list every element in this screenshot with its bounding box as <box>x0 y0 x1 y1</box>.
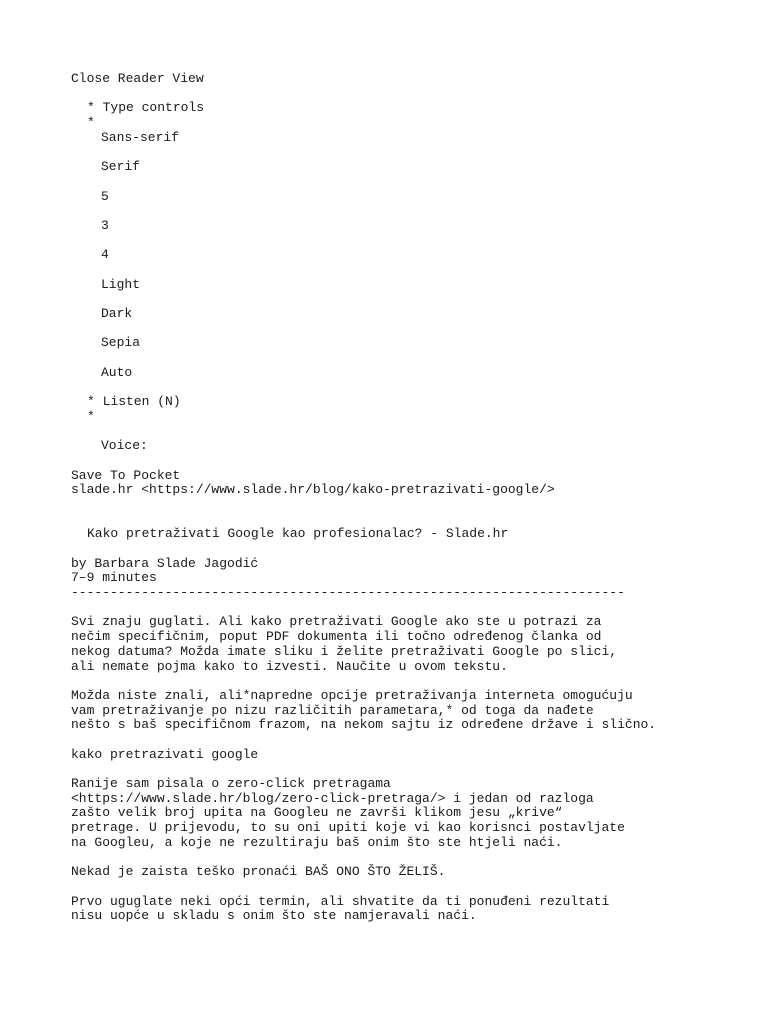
font-size-option[interactable]: 5 <box>101 188 109 204</box>
theme-light-option[interactable]: Light <box>101 276 141 292</box>
spacer <box>71 733 751 748</box>
spacer <box>71 454 751 469</box>
spacer <box>71 425 751 440</box>
paragraph-line: nešto s baš specifičnom frazom, na nekom sajtu iz određene države i slično. <box>71 717 657 733</box>
spacer <box>71 498 751 513</box>
line-height-option[interactable]: 4 <box>101 247 109 263</box>
spacer <box>71 601 751 616</box>
spacer <box>71 175 751 190</box>
type-controls-bullet: * <box>87 115 95 131</box>
article-body <box>71 615 751 923</box>
paragraph-line: Prvo uguglate neki opći termin, ali shvatite da ti ponuđeni rezultati <box>71 893 610 909</box>
paragraph-line: nisu uopće u skladu s onim što ste namjeravali naći. <box>71 908 477 924</box>
voice-label: Voice: <box>101 438 148 454</box>
article-byline: by Barbara Slade Jagodić <box>71 555 259 571</box>
zero-click-link[interactable]: <https://www.slade.hr/blog/zero-click-pretraga/> i jedan od razloga <box>71 790 594 806</box>
spacer <box>71 674 751 689</box>
spacer <box>71 204 751 219</box>
separator-line: ----------------------------------------------------------------------- <box>71 585 625 601</box>
spacer <box>71 322 751 337</box>
spacer <box>71 513 751 528</box>
read-time: 7–9 minutes <box>71 570 157 586</box>
paragraph-line: Ranije sam pisala o zero-click pretragama <box>71 776 391 791</box>
image-alt-text: kako pretrazivati google <box>71 746 259 762</box>
spacer <box>71 542 751 557</box>
spacer <box>71 263 751 278</box>
reader-document <box>71 72 751 924</box>
spacer <box>71 292 751 307</box>
paragraph-line: Svi znaju guglati. Ali kako pretraživati Google ako ste u potrazi za <box>71 614 602 630</box>
spacer <box>71 880 751 895</box>
listen-toggle[interactable]: * Listen (N) <box>87 394 181 410</box>
font-sans-serif-option[interactable]: Sans-serif <box>101 129 180 145</box>
font-serif-option[interactable]: Serif <box>101 159 141 175</box>
spacer <box>71 351 751 366</box>
close-reader-view-link[interactable]: Close Reader View <box>71 71 204 86</box>
save-to-pocket-link[interactable]: Save To Pocket <box>71 467 181 483</box>
paragraph-line: pretrage. U prijevodu, to su oni upiti koje vi kao korisnci postavljate <box>71 820 625 836</box>
theme-dark-option[interactable]: Dark <box>101 306 133 321</box>
paragraph-line: nekog datuma? Možda imate sliku i želite pretraživati Google po slici, <box>71 643 618 659</box>
spacer <box>71 380 751 395</box>
paragraph-line: nečim specifičnim, poput PDF dokumenta ili točno određenog članka od <box>71 629 602 645</box>
theme-sepia-option[interactable]: Sepia <box>101 335 141 351</box>
paragraph-line: na Googleu, a koje ne rezultiraju baš onim što ste htjeli naći. <box>71 834 563 850</box>
paragraph-line: zašto velik broj upita na Googleu ne završi klikom jesu „krive“ <box>71 805 563 821</box>
spacer <box>71 762 751 777</box>
theme-auto-option[interactable]: Auto <box>101 364 133 380</box>
paragraph-line: Možda niste znali, ali*napredne opcije pretraživanja interneta omogućuju <box>71 687 633 703</box>
spacer <box>71 87 751 102</box>
content-width-option[interactable]: 3 <box>101 217 109 233</box>
paragraph-line: Nekad je zaista teško pronaći BAŠ ONO ŠTO ŽELIŠ. <box>71 864 446 880</box>
listen-bullet: * <box>87 408 95 424</box>
type-controls-toggle[interactable]: * Type controls <box>87 100 205 116</box>
article-title: Kako pretraživati Google kao profesionalac? - Slade.hr <box>87 526 509 542</box>
paragraph-line: vam pretraživanje po nizu različitih parametara,* od toga da nađete <box>71 702 594 718</box>
paragraph-line: ali nemate pojma kako to izvesti. Naučite u ovom tekstu. <box>71 658 508 674</box>
spacer <box>71 145 751 160</box>
spacer <box>71 234 751 249</box>
spacer <box>71 850 751 865</box>
source-link[interactable]: slade.hr <https://www.slade.hr/blog/kako-pretrazivati-google/> <box>71 482 555 498</box>
